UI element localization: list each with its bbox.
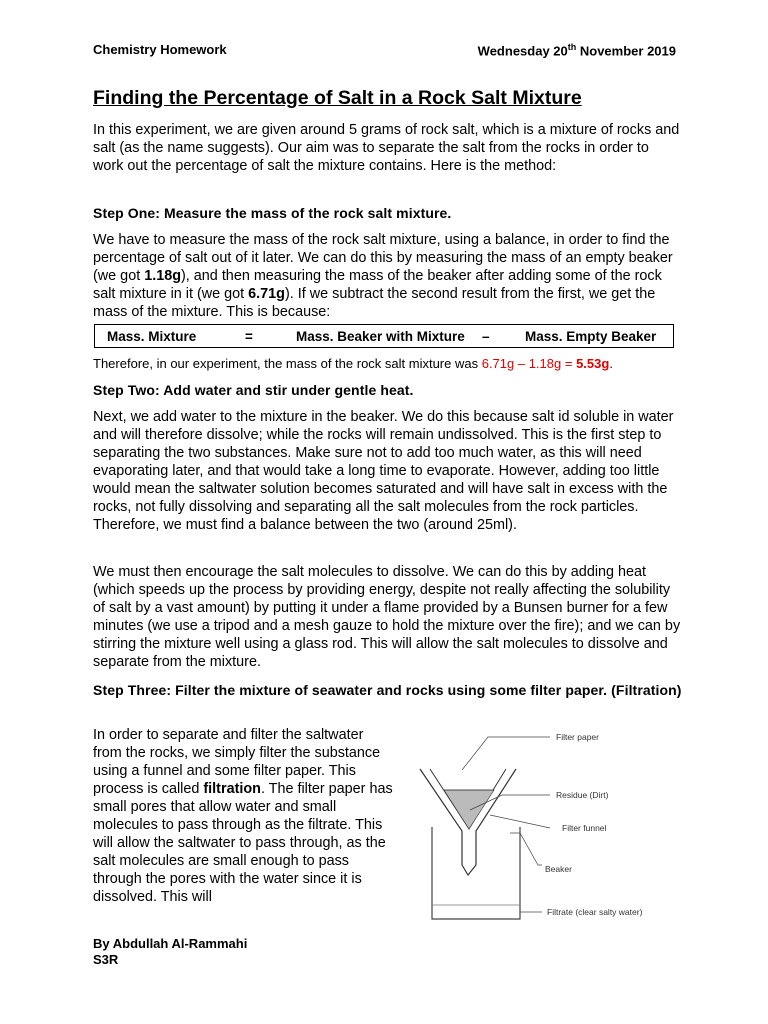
- beaker-label: Beaker: [545, 864, 572, 874]
- date-prefix: Wednesday 20: [477, 43, 568, 59]
- filtration-diagram: [410, 725, 700, 925]
- intro-paragraph: In this experiment, we are given around 5 grams of rock salt, which is a mixture of rocks and salt (as the name suggests). Our aim was to separate the salt from the rocks in order to work out the percentage of salt the mixture contains. Here is the method:: [93, 122, 680, 174]
- date-suffix: November 2019: [576, 43, 676, 59]
- full-mass-value: 6.71g: [248, 286, 285, 302]
- page-header: [93, 42, 676, 58]
- date-superscript: th: [567, 42, 577, 52]
- step-one-text-b: ), and then measuring the mass of the beaker after adding some of the rock salt mixture in it (we got: [93, 268, 662, 302]
- author-name: By Abdullah Al-Rammahi: [93, 936, 248, 951]
- equation-equals: =: [245, 329, 253, 344]
- page-title: Finding the Percentage of Salt in a Rock Salt Mixture: [93, 87, 582, 109]
- funnel-right-wall: [476, 769, 516, 865]
- step-two-paragraph-1: Next, we add water to the mixture in the beaker. We do this because salt id soluble in water and will therefore dissolve; while the rocks will remain undissolved. This is the first step to separating the two substances. Make sure not to add too much water, as this will need evaporating later, and that would take a long time to evaporate. However, adding too little would mean the saltwater solution becomes saturated and will have salt in excess with the rocks, not fully dissolving and separating all the salt molecules from the rock particles. Therefore, we must find a balance between the two (around 25ml).: [93, 409, 674, 533]
- therefore-text: Therefore, in our experiment, the mass of the rock salt mixture was: [93, 356, 482, 371]
- class-code: S3R: [93, 952, 119, 967]
- equation-term1: Mass. Beaker with Mixture: [296, 329, 465, 344]
- beaker-leader: [510, 833, 542, 865]
- step-one-text-a: We have to measure the mass of the rock salt mixture, using a balance, in order to find the percentage of salt out of it later. We can do this by measuring the mass of an empty beaker (we got: [93, 232, 673, 284]
- filtrate-label: Filtrate (clear salty water): [547, 907, 643, 917]
- page-footer: [93, 936, 247, 968]
- mixture-mass-result: 5.53g: [576, 356, 610, 371]
- funnel-left-wall: [420, 769, 462, 865]
- therefore-line: [93, 356, 613, 371]
- equation-minus: –: [482, 329, 490, 344]
- equation-lhs: Mass. Mixture: [107, 329, 197, 344]
- step-one-heading: Step One: Measure the mass of the rock salt mixture.: [93, 205, 452, 221]
- beaker-mass-value: 1.18g: [144, 268, 182, 284]
- mass-equation-box: [94, 324, 674, 348]
- step-two-paragraph-2: We must then encourage the salt molecules to dissolve. We can do this by adding heat (which speeds up the process by providing energy, despite not really affecting the solubility of salt by a vast amount) by putting it under a flame provided by a Bunsen burner for a few minutes (we use a tripod and a mesh gauze to hold the mixture over the fire); and we can by stirring the mixture well using a glass rod. This will allow the salt molecules to dissolve and separate from the mixture.: [93, 564, 681, 670]
- equation-term2: Mass. Empty Beaker: [525, 329, 657, 344]
- filter-funnel-label: Filter funnel: [562, 823, 607, 833]
- header-date: [478, 42, 676, 58]
- funnel-tip: [462, 865, 476, 875]
- step-one-text-c: ). If we subtract the second result from the first, we get the mass of the mixture. This is because:: [93, 286, 656, 320]
- filter-paper-leader: [462, 737, 550, 770]
- residue-label: Residue (Dirt): [556, 790, 609, 800]
- step-three-text-a: In order to separate and filter the saltwater from the rocks, we simply filter the substance using a funnel and some filter paper. This process is called: [93, 727, 381, 797]
- step-three-paragraph: [93, 726, 393, 906]
- step-three-heading: Step Three: Filter the mixture of seawater and rocks using some filter paper. (Filtration): [93, 682, 682, 698]
- step-two-heading: Step Two: Add water and stir under gentle heat.: [93, 382, 414, 398]
- filter-paper-label: Filter paper: [556, 732, 599, 742]
- filter-funnel-leader: [490, 815, 550, 828]
- therefore-period: .: [609, 356, 613, 371]
- step-three-text-b: . The filter paper has small pores that allow water and small molecules to pass through as the filtrate. This will allow the saltwater to pass through, as the salt molecules are small enough to pass through the pores with the water since it is dissolved. This will: [93, 781, 393, 905]
- residue-layer: [444, 790, 494, 829]
- step-one-paragraph: [93, 231, 683, 321]
- calculation: 6.71g – 1.18g =: [481, 356, 577, 371]
- filtration-term: filtration: [203, 781, 261, 797]
- header-subject: Chemistry Homework: [93, 42, 227, 57]
